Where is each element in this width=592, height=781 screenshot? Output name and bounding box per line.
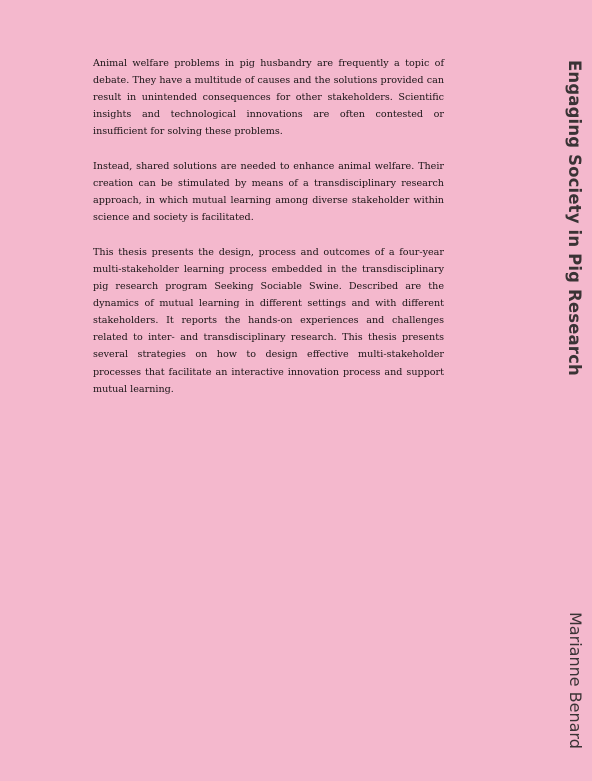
spine-author: Marianne Benard: [566, 612, 585, 749]
blurb-paragraph-2: Instead, shared solutions are needed to enhance animal welfare. Their creation can be stimulated by means of a transdisciplinary research approach, in which mutual learning among diverse stakeholder within science and society is facilitated.: [93, 160, 444, 224]
back-cover-blurb: [93, 55, 444, 415]
blurb-paragraph-3: This thesis presents the design, process and outcomes of a four-year multi-stakeholder learning process embedded in the transdisciplinary pig research program Seeking Sociable Swine. Described are the dynamics of mutual learning in different settings and with different stakeholders. It reports the hands-on experiences and challenges related to inter- and transdisciplinary research. This thesis presents several strategies on how to design effective multi-stakeholder processes that facilitate an interactive innovation process and support mutual learning.: [93, 246, 444, 395]
spine-title: Engaging Society in Pig Research: [565, 60, 584, 376]
blurb-paragraph-1: Animal welfare problems in pig husbandry are frequently a topic of debate. They have a multitude of causes and the solutions provided can result in unintended consequences for other stakeholders. Scientific insights and technological innovations are often contested or insufficient for solving these problems.: [93, 58, 444, 138]
